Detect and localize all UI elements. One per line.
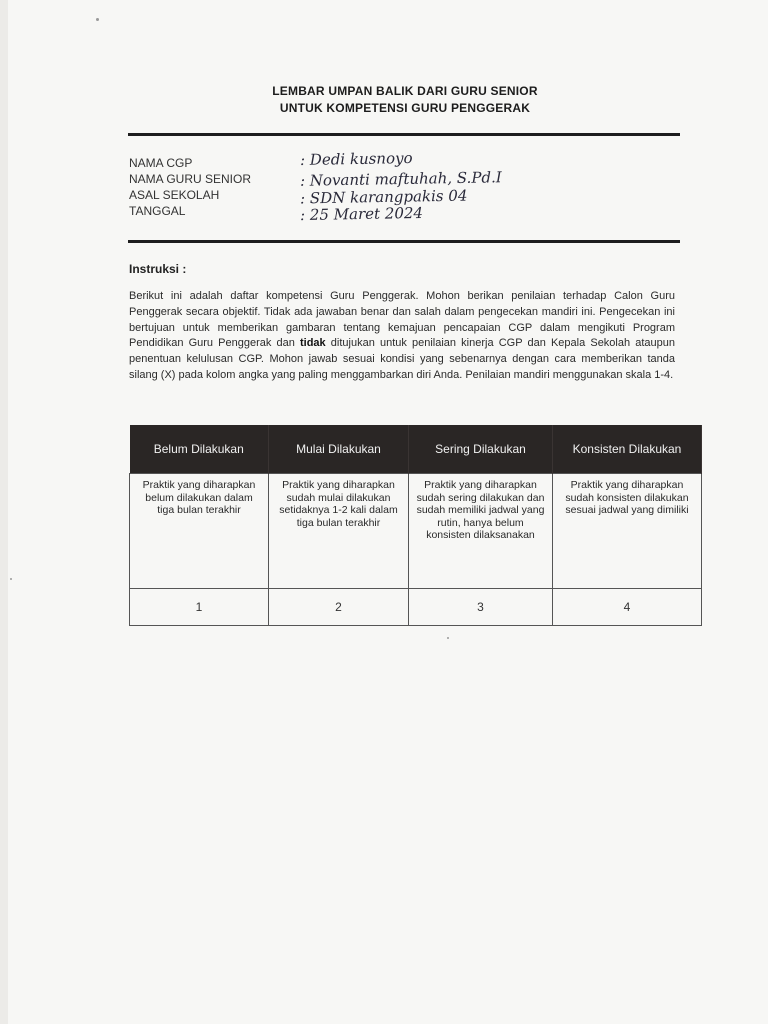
handwritten-asal-sekolah: : SDN karangpakis 04 xyxy=(299,186,468,208)
instructions-text-part-2: ditujukan untuk penilaian kinerja CGP dan Kepala Sekolah ataupun penentuan kelulusan CGP. Mohon jawab sesuai kondisi yang sebenarnya dengan cara memberikan tanda silang (X) pada kolom angka yang paling menggambarkan diri Anda. Penilaian mandiri menggunakan skala 1-4. xyxy=(129,337,675,381)
label-nama-guru-senior: NAMA GURU SENIOR xyxy=(129,172,252,186)
scale-number-3: 3 xyxy=(409,589,553,626)
scan-speck xyxy=(10,578,12,580)
scale-desc-2: Praktik yang diharapkan sudah mulai dilakukan setidaknya 1-2 kali dalam tiga bulan terakhir xyxy=(269,474,409,589)
document-title-line-1: LEMBAR UMPAN BALIK DARI GURU SENIOR xyxy=(272,84,538,98)
instructions-bold-word: tidak xyxy=(299,337,326,350)
scale-desc-1: Praktik yang diharapkan belum dilakukan dalam tiga bulan terakhir xyxy=(130,474,269,589)
scale-desc-4: Praktik yang diharapkan sudah konsisten dilakukan sesuai jadwal yang dimiliki xyxy=(553,474,702,589)
rating-scale-table xyxy=(129,425,702,626)
scale-number-2: 2 xyxy=(269,589,409,626)
handwritten-tanggal: : 25 Maret 2024 xyxy=(299,203,424,225)
scale-description-row xyxy=(130,474,702,589)
label-tanggal: TANGGAL xyxy=(129,204,186,218)
scan-speck xyxy=(96,18,99,21)
scale-header-row xyxy=(130,425,702,474)
scale-header-konsisten: Konsisten Dilakukan xyxy=(553,425,702,474)
handwritten-nama-guru-senior: : Novanti maftuhah, S.Pd.I xyxy=(299,168,502,190)
scan-speck xyxy=(447,637,449,639)
label-asal-sekolah: ASAL SEKOLAH xyxy=(129,188,220,202)
scale-header-sering: Sering Dilakukan xyxy=(409,425,553,474)
scale-header-mulai: Mulai Dilakukan xyxy=(269,425,409,474)
scale-number-1: 1 xyxy=(130,589,269,626)
scale-number-4: 4 xyxy=(553,589,702,626)
instructions-text-part-1: Berikut ini adalah daftar kompetensi Guru Penggerak. Mohon berikan penilaian terhadap Calon Guru Penggerak secara objektif. Tidak ada jawaban benar dan salah dalam pengecekan mandiri ini. Pengecekan ini bertujuan untuk memberikan gambaran tentang kemajuan pencapaian CGP dalam mengikuti Program Pendidikan Guru Penggerak dan xyxy=(129,290,675,350)
scale-header-belum: Belum Dilakukan xyxy=(130,425,269,474)
instructions-heading: Instruksi : xyxy=(129,262,187,276)
handwritten-nama-cgp: : Dedi kusnoyo xyxy=(299,149,413,169)
bottom-divider xyxy=(128,240,680,243)
scale-number-row xyxy=(130,589,702,626)
top-divider xyxy=(128,133,680,136)
scale-desc-3: Praktik yang diharapkan sudah sering dilakukan dan sudah memiliki jadwal yang rutin, hanya belum konsisten dilaksanakan xyxy=(409,474,553,589)
document-title-line-2: UNTUK KOMPETENSI GURU PENGGERAK xyxy=(279,101,531,115)
label-nama-cgp: NAMA CGP xyxy=(129,156,193,170)
instructions-text xyxy=(129,289,675,384)
